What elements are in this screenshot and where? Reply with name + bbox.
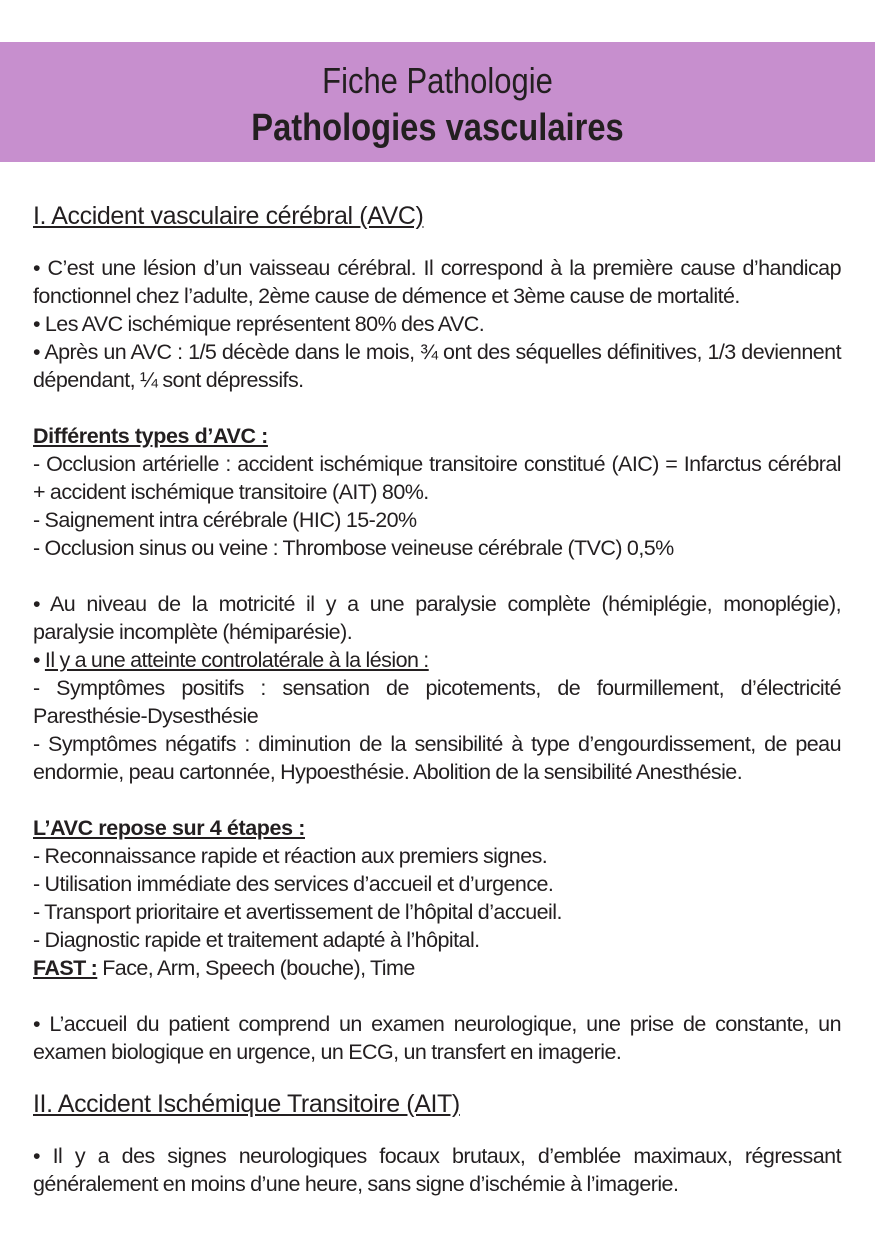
subheading-types: Différents types d’AVC :	[33, 424, 268, 448]
page-title: Fiche Pathologie	[322, 60, 553, 101]
list-item: - Symptômes positifs : sensation de picotements, de fourmillement, d’électricité Paresthésie-Dysesthésie	[33, 676, 841, 728]
fast-text: Face, Arm, Speech (bouche), Time	[97, 956, 415, 980]
list-item: - Reconnaissance rapide et réaction aux premiers signes.	[33, 844, 548, 868]
paragraph	[33, 646, 841, 674]
paragraph: • Après un AVC : 1/5 décède dans le mois, ¾ ont des séquelles définitives, 1/3 deviennent dépendant, ¼ sont dépressifs.	[33, 340, 841, 392]
paragraph: • Au niveau de la motricité il y a une paralysie complète (hémiplégie, monoplégie), paralysie incomplète (hémiparésie).	[33, 592, 841, 644]
list-item: - Symptômes négatifs : diminution de la sensibilité à type d’engourdissement, de peau endormie, peau cartonnée, Hypoesthésie. Abolition de la sensibilité Anesthésie.	[33, 732, 841, 784]
subheading-etapes: L’AVC repose sur 4 étapes :	[33, 816, 305, 840]
underlined-label: Il y a une atteinte controlatérale à la lésion :	[44, 648, 429, 672]
list-item: - Occlusion artérielle : accident ischémique transitoire constitué (AIC) = Infarctus cérébral + accident ischémique transitoire (AIT) 80%.	[33, 452, 841, 504]
list-item: - Transport prioritaire et avertissement de l’hôpital d’accueil.	[33, 900, 562, 924]
paragraph: • C’est une lésion d’un vaisseau cérébral. Il correspond à la première cause d’handicap fonctionnel chez l’adulte, 2ème cause de démence et 3ème cause de mortalité.	[33, 256, 841, 308]
fast-label: FAST :	[33, 956, 98, 980]
list-item: - Occlusion sinus ou veine : Thrombose veineuse cérébrale (TVC) 0,5%	[33, 536, 674, 560]
page-subtitle: Pathologies vasculaires	[251, 107, 624, 149]
section-heading-avc: I. Accident vasculaire cérébral (AVC)	[33, 202, 424, 230]
fast-line	[33, 954, 841, 982]
list-item: - Diagnostic rapide et traitement adapté à l’hôpital.	[33, 928, 480, 952]
paragraph: • L’accueil du patient comprend un examen neurologique, une prise de constante, un examen biologique en urgence, un ECG, un transfert en imagerie.	[33, 1012, 841, 1064]
bullet: •	[33, 648, 45, 672]
paragraph: • Les AVC ischémique représentent 80% des AVC.	[33, 312, 485, 336]
list-item: - Saignement intra cérébrale (HIC) 15-20%	[33, 508, 417, 532]
list-item: - Utilisation immédiate des services d’accueil et d’urgence.	[33, 872, 554, 896]
section-heading-ait: II. Accident Ischémique Transitoire (AIT)	[33, 1090, 460, 1118]
title-banner	[0, 42, 875, 162]
paragraph: • Il y a des signes neurologiques focaux brutaux, d’emblée maximaux, régressant généralement en moins d’une heure, sans signe d’ischémie à l’imagerie.	[33, 1144, 841, 1196]
document-body	[33, 200, 841, 1198]
